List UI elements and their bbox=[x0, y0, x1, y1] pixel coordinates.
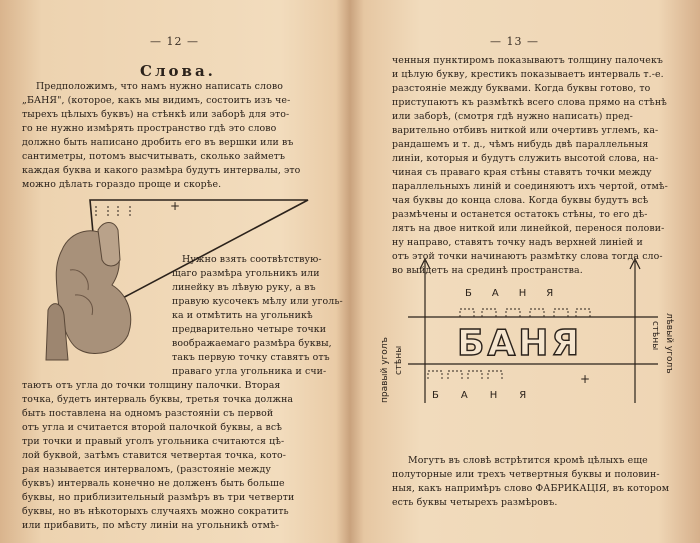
left-page bbox=[0, 0, 348, 543]
left-paragraph-3 bbox=[22, 379, 294, 533]
text-line: каждая буква и какого размѣра будутъ интервалы, это bbox=[22, 165, 301, 176]
text-line: лой буквой, затѣмъ ставится четвертая точка, кото- bbox=[22, 450, 287, 461]
diagram-word-big: БАНЯ bbox=[457, 323, 583, 364]
text-line: ченныя пунктиромъ показываютъ толщину палочекъ bbox=[392, 55, 663, 66]
text-line: три точки и правый уголъ угольника считаются цѣ- bbox=[22, 436, 285, 447]
text-line: приступаютъ къ размѣткѣ всего слова прямо на стѣнѣ bbox=[392, 97, 667, 108]
text-line: предварительно четыре точки bbox=[172, 324, 327, 335]
text-line: ну направо, ставятъ точку надъ верхней линіей и bbox=[392, 237, 643, 248]
text-line: должно быть написано дробить его въ вершки или въ bbox=[22, 137, 294, 148]
text-line: сантиметры, потомъ высчитывать, сколько займетъ bbox=[22, 151, 286, 162]
text-line: можно дѣлать гораздо проще и скорѣе. bbox=[22, 179, 222, 190]
text-line: есть буквы четырехъ размѣровъ. bbox=[392, 497, 558, 508]
text-line: линейку въ лѣвую руку, а въ bbox=[172, 282, 316, 293]
text-line: быть поставлена на одномъ разстояніи съ первой bbox=[22, 408, 274, 419]
diagram-label-left-outer: правый уголъ bbox=[380, 337, 390, 403]
svg-text:+: + bbox=[170, 199, 181, 213]
text-line: варительно отбивъ ниткой или очертивъ углемъ, ка- bbox=[392, 125, 659, 136]
text-line: точка, будетъ интерваль буквы, третья точка должна bbox=[22, 394, 294, 405]
text-line: ка и отмѣтить на угольникѣ bbox=[172, 310, 313, 321]
text-line: отъ этой точки начинаютъ размѣтку слова тогда сло- bbox=[392, 251, 663, 262]
text-line: Нужно взять соотвѣтствую- bbox=[182, 254, 322, 265]
text-line: отъ угла и считается второй палочкой буквы, а всѣ bbox=[22, 422, 283, 433]
text-line: щаго размѣра угольникъ или bbox=[172, 268, 320, 279]
diagram-label-right-outer: лѣвый уголъ bbox=[664, 313, 674, 374]
text-line: буквъ) интерваль конечно не долженъ быть больше bbox=[22, 478, 285, 489]
text-line: таютъ отъ угла до точки толщину палочки. Вторая bbox=[22, 380, 281, 391]
text-line: и цѣлую букву, крестикъ показываетъ интерваль т.-е. bbox=[392, 69, 664, 80]
right-page bbox=[350, 0, 700, 543]
text-line: чиная съ праваго края стѣны ставятъ точки между bbox=[392, 167, 652, 178]
text-line: праваго угла угольника и счи- bbox=[172, 366, 327, 377]
wall-layout-diagram bbox=[370, 253, 692, 413]
text-line: размѣчены и останется остатокъ стѣны, то его дѣ- bbox=[392, 209, 648, 220]
section-title: Слова. bbox=[140, 62, 216, 80]
text-line: ныя, какъ напримѣръ слово ФАБРИКАЦІЯ, въ котором bbox=[392, 483, 670, 494]
page-number-right: — 13 — bbox=[490, 35, 539, 48]
text-line: рая называется интерваломъ, (разстояніе между bbox=[22, 464, 271, 475]
text-line: Предположимъ, что намъ нужно написать слово bbox=[36, 81, 283, 92]
page-number-left: — 12 — bbox=[150, 35, 199, 48]
text-line: тырехъ цѣлыхъ буквъ) на стѣнкѣ или заборѣ для это- bbox=[22, 109, 290, 120]
left-paragraph-1 bbox=[22, 80, 300, 192]
text-line: Могутъ въ словѣ встрѣтится кромѣ цѣлыхъ еще bbox=[408, 455, 648, 466]
left-paragraph-2 bbox=[172, 253, 343, 379]
diagram-label-right-inner: стѣны bbox=[650, 321, 660, 351]
text-line: правую кусочекъ мѣлу или уголь- bbox=[172, 296, 343, 307]
text-line: параллельныхъ линій и соединяютъ ихъ чертой, отмѣ- bbox=[392, 181, 668, 192]
diagram-plus-mark: + bbox=[580, 372, 591, 386]
text-line: рандашемъ и т. д., чѣмъ нибудь двѣ параллельныя bbox=[392, 139, 649, 150]
text-line: полуторные или трехъ четвертныя буквы и половин- bbox=[392, 469, 660, 480]
text-line: или заборѣ, (смотря гдѣ нужно написать) пред- bbox=[392, 111, 633, 122]
text-line: чая буквы до конца слова. Когда буквы будутъ всѣ bbox=[392, 195, 649, 206]
text-line: такъ первую точку ставятъ отъ bbox=[172, 352, 330, 363]
text-line: или прибавить, по мѣсту линіи на угольникѣ отмѣ- bbox=[22, 520, 280, 531]
text-line: линіи, которыя и будутъ служить высотой слова, на- bbox=[392, 153, 659, 164]
text-line: воображаемаго размѣра буквы, bbox=[172, 338, 332, 349]
text-line: „БАНЯ", (которое, какъ мы видимъ, состоитъ изъ че- bbox=[22, 95, 291, 106]
right-paragraph-1 bbox=[392, 54, 668, 278]
diagram-label-left-inner: стѣны bbox=[394, 345, 404, 375]
diagram-word-bottom: БАНЯ bbox=[432, 390, 549, 401]
text-line: разстояніе между буквами. Когда буквы готово, то bbox=[392, 83, 651, 94]
text-line: во выйдетъ на срединѣ пространства. bbox=[392, 265, 583, 276]
text-line: буквы, но въ нѣкоторыхъ случаяхъ можно сократить bbox=[22, 506, 289, 517]
text-line: лятъ на двое ниткой или линейкой, перенося полови- bbox=[392, 223, 665, 234]
diagram-word-top: БАНЯ bbox=[465, 288, 574, 299]
right-paragraph-2 bbox=[392, 454, 669, 510]
text-line: го не нужно измѣрять пространство гдѣ это слово bbox=[22, 123, 277, 134]
text-line: буквы, но приблизительный размѣръ въ три четверти bbox=[22, 492, 295, 503]
